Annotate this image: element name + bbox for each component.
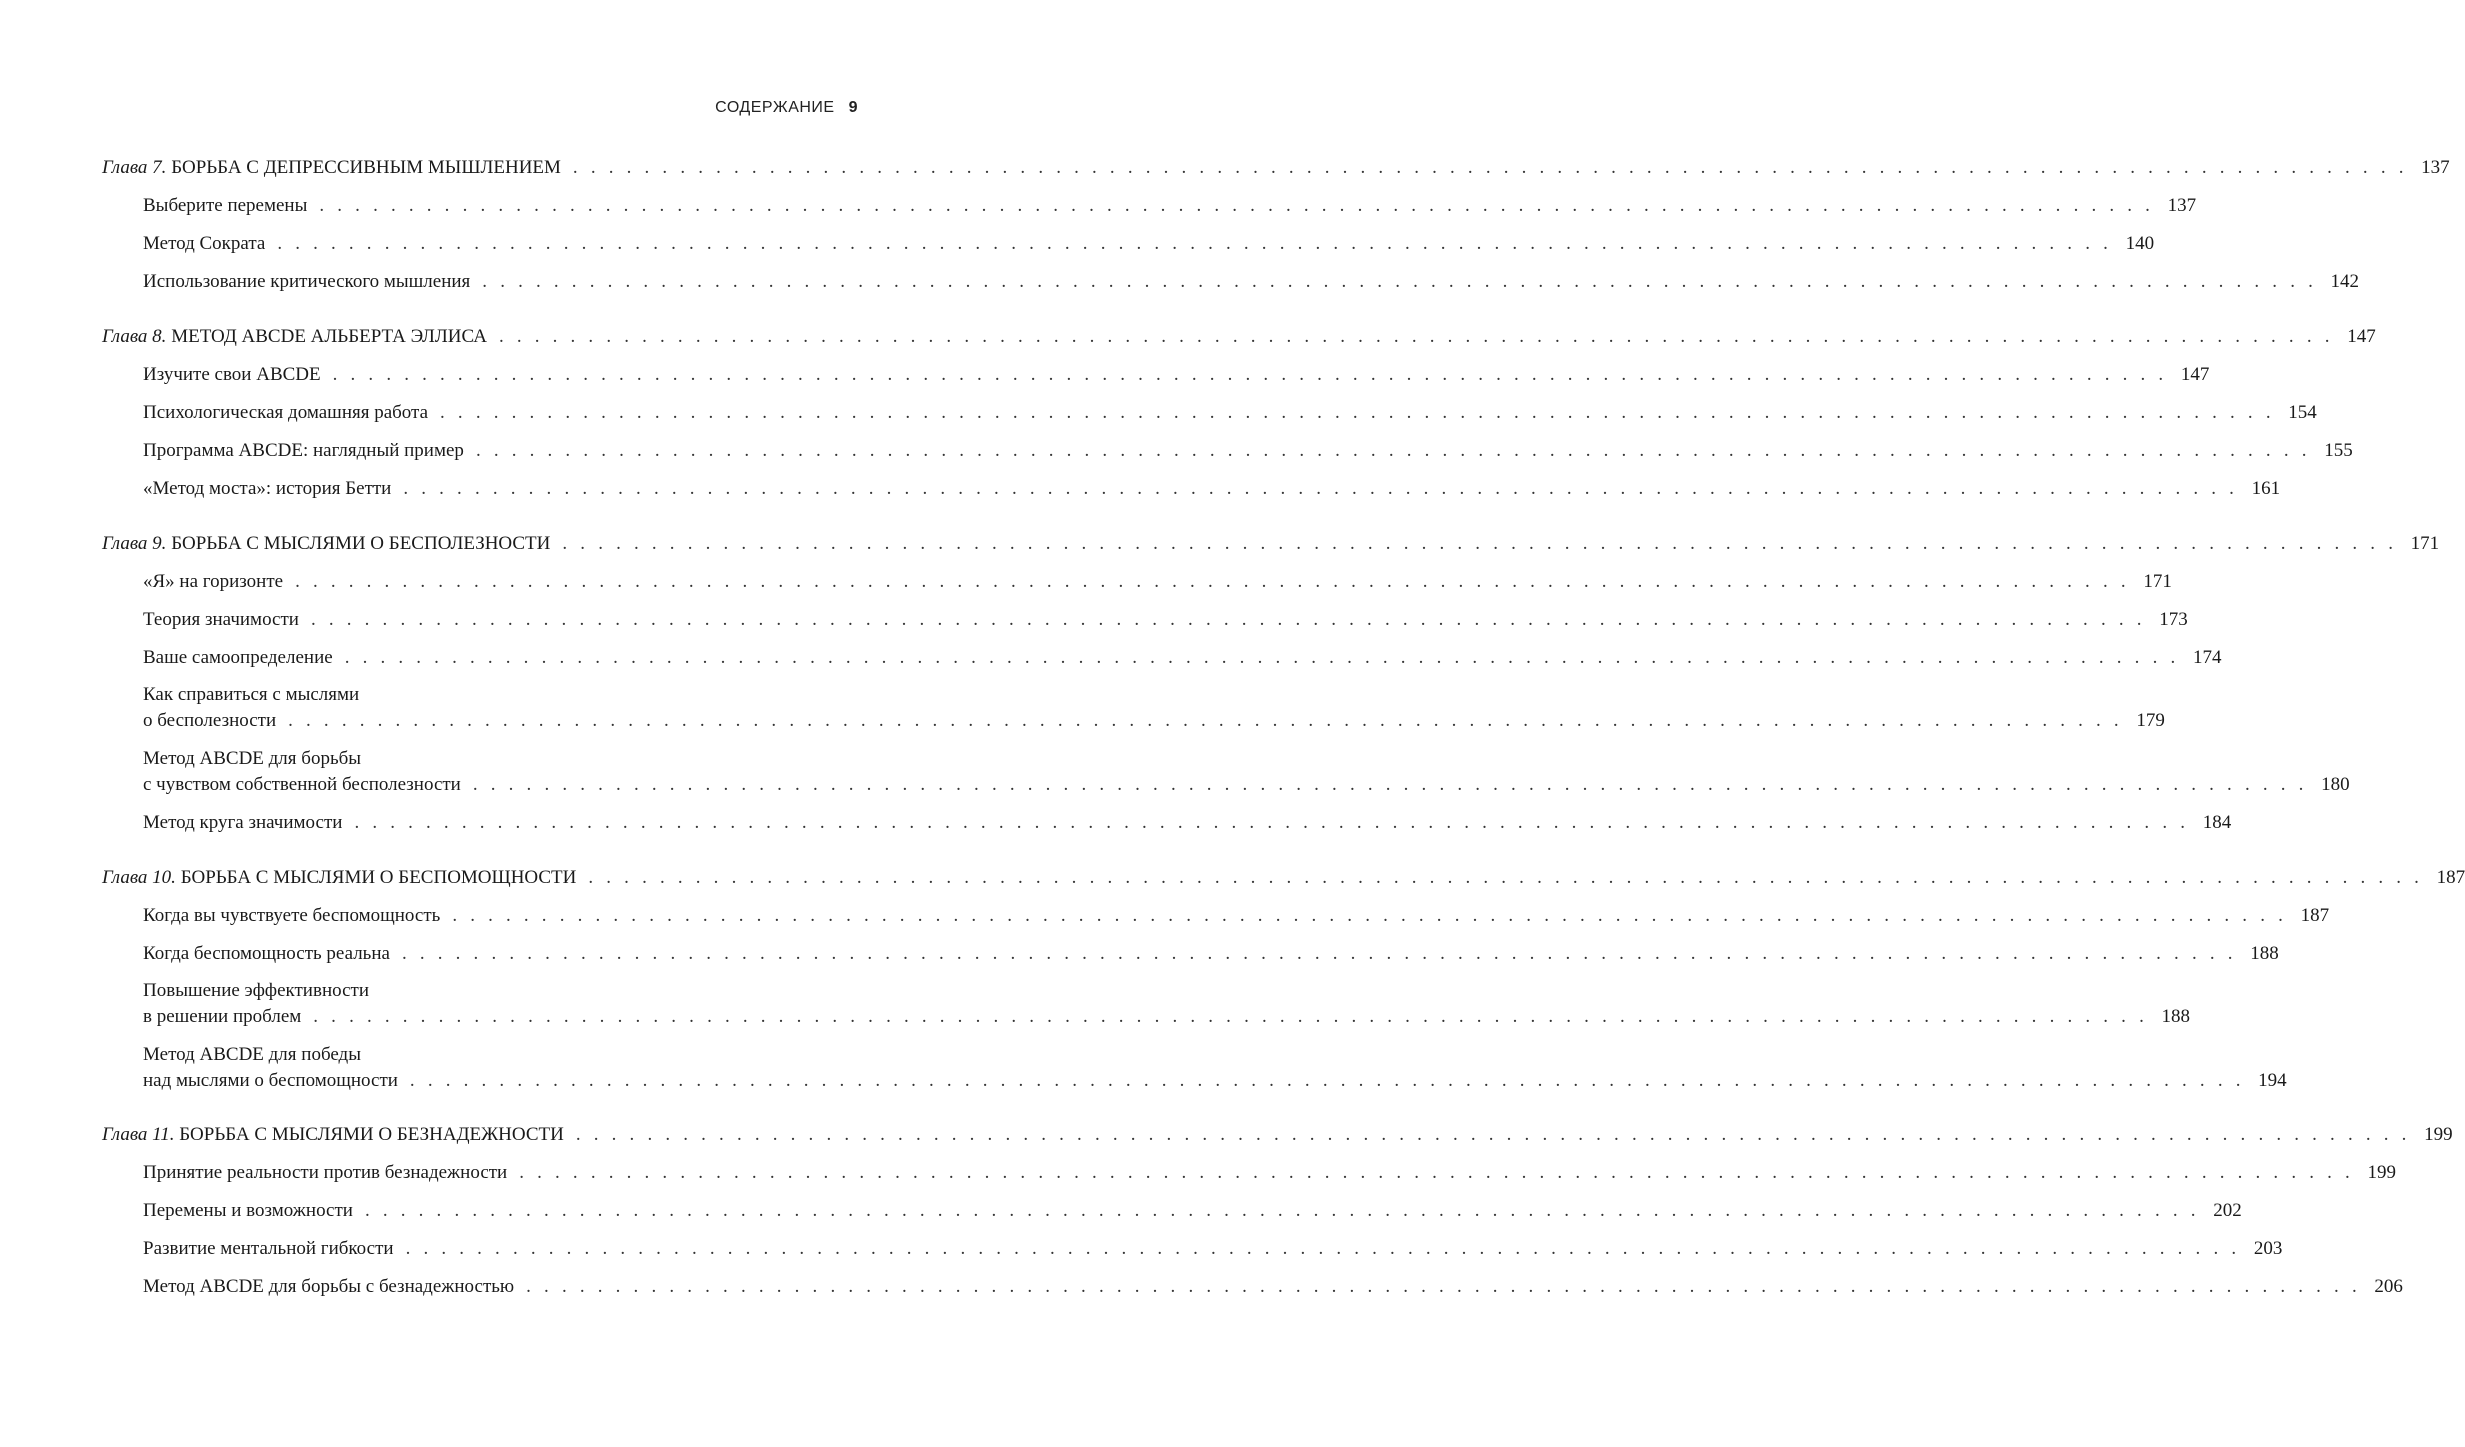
toc-entry-title: Ваше самоопределение — [143, 647, 333, 668]
toc-page-number: 174 — [2192, 647, 2222, 668]
toc-entry-title — [102, 324, 487, 350]
toc-section-entry[interactable] — [102, 1160, 2396, 1186]
dot-leader: . . . . . . . . . . . . . . . . . . . . . . . . . . . . . . . . . . . . . . . . . . . . . . . . . . . . . . . . . . . . . . . . . . . . . . . . . . . . . . . . . . . . . . . . . . . . . . . . . . . . . . . — [295, 571, 2130, 592]
dot-leader: . . . . . . . . . . . . . . . . . . . . . . . . . . . . . . . . . . . . . . . . . . . . . . . . . . . . . . . . . . . . . . . . . . . . . . . . . . . . . . . . . . . . . . . . . . . . . . . . . . . . . . . — [472, 774, 2308, 795]
toc-chapter-entry[interactable] — [102, 865, 2465, 891]
toc-entry-title: «Я» на горизонте — [143, 571, 284, 592]
toc-section-entry[interactable] — [102, 476, 2281, 502]
toc-page-number: 188 — [2161, 1006, 2191, 1027]
toc-page-number: 179 — [2136, 710, 2165, 731]
toc-entry-line — [102, 941, 2279, 967]
toc-entry-title-line1: Как справиться с мыслями — [143, 684, 360, 705]
toc-page-number: 199 — [2424, 1124, 2453, 1145]
toc-entry-title: Перемены и возможности — [143, 1200, 353, 1221]
toc-section-entry[interactable] — [102, 607, 2188, 633]
dot-leader: . . . . . . . . . . . . . . . . . . . . . . . . . . . . . . . . . . . . . . . . . . . . . . . . . . . . . . . . . . . . . . . . . . . . . . . . . . . . . . . . . . . . . . . . . . . . . . . . . . . . . . . — [575, 1124, 2411, 1145]
toc-entry-title: Изучите свои ABCDE — [143, 364, 321, 385]
chapter-number: Глава 7. — [102, 157, 167, 178]
dot-leader: . . . . . . . . . . . . . . . . . . . . . . . . . . . . . . . . . . . . . . . . . . . . . . . . . . . . . . . . . . . . . . . . . . . . . . . . . . . . . . . . . . . . . . . . . . . . . . . . . . . . . . . — [288, 710, 2123, 731]
toc-section-entry[interactable] — [102, 438, 2353, 464]
dot-leader: . . . . . . . . . . . . . . . . . . . . . . . . . . . . . . . . . . . . . . . . . . . . . . . . . . . . . . . . . . . . . . . . . . . . . . . . . . . . . . . . . . . . . . . . . . . . . . . . . . . . . . . — [482, 271, 2318, 292]
dot-leader: . . . . . . . . . . . . . . . . . . . . . . . . . . . . . . . . . . . . . . . . . . . . . . . . . . . . . . . . . . . . . . . . . . . . . . . . . . . . . . . . . . . . . . . . . . . . . . . . . . . . . . . — [498, 326, 2334, 347]
toc-page-number: 137 — [2167, 195, 2197, 216]
toc-section-entry[interactable] — [102, 569, 2172, 595]
dot-leader: . . . . . . . . . . . . . . . . . . . . . . . . . . . . . . . . . . . . . . . . . . . . . . . . . . . . . . . . . . . . . . . . . . . . . . . . . . . . . . . . . . . . . . . . . . . . . . . . . . . . . . . — [354, 812, 2190, 833]
toc-entry-title: над мыслями о беспомощности — [143, 1070, 398, 1091]
toc-entry-title: Когда беспомощность реальна — [143, 943, 390, 964]
toc-entry-line — [102, 1004, 2191, 1030]
toc-entry-line — [102, 269, 2360, 295]
toc-page-number: 154 — [2288, 402, 2317, 423]
toc-entry-line — [102, 324, 2376, 350]
toc-entry-title-line1: Метод ABCDE для победы — [143, 1044, 361, 1065]
chapter-number: Глава 8. — [102, 326, 167, 347]
toc-entry-title: в решении проблем — [143, 1006, 302, 1027]
toc-page-number: 137 — [2421, 157, 2450, 178]
toc-entry-line — [102, 155, 2450, 181]
toc-entry-line — [102, 1160, 2396, 1186]
toc-entry-line — [102, 569, 2172, 595]
toc-section-entry[interactable] — [102, 903, 2330, 929]
page-number: 9 — [848, 99, 858, 116]
dot-leader: . . . . . . . . . . . . . . . . . . . . . . . . . . . . . . . . . . . . . . . . . . . . . . . . . . . . . . . . . . . . . . . . . . . . . . . . . . . . . . . . . . . . . . . . . . . . . . . . . . . . . . . — [364, 1200, 2200, 1221]
running-head — [715, 96, 858, 120]
dot-leader: . . . . . . . . . . . . . . . . . . . . . . . . . . . . . . . . . . . . . . . . . . . . . . . . . . . . . . . . . . . . . . . . . . . . . . . . . . . . . . . . . . . . . . . . . . . . . . . . . . . . . . . — [405, 1238, 2241, 1259]
toc-entry-line — [102, 1122, 2453, 1148]
toc-entry-line — [102, 231, 2155, 257]
toc-section-entry[interactable] — [102, 746, 2350, 798]
dot-leader: . . . . . . . . . . . . . . . . . . . . . . . . . . . . . . . . . . . . . . . . . . . . . . . . . . . . . . . . . . . . . . . . . . . . . . . . . . . . . . . . . . . . . . . . . . . . . . . . . . . . . . . — [313, 1006, 2149, 1027]
dot-leader: . . . . . . . . . . . . . . . . . . . . . . . . . . . . . . . . . . . . . . . . . . . . . . . . . . . . . . . . . . . . . . . . . . . . . . . . . . . . . . . . . . . . . . . . . . . . . . . . . . . . . . . — [403, 478, 2239, 499]
toc-page-number: 171 — [2410, 533, 2440, 554]
toc-page-number: 155 — [2324, 440, 2353, 461]
toc-chapter-entry[interactable] — [102, 1122, 2453, 1148]
toc-section-entry[interactable] — [102, 231, 2155, 257]
dot-leader: . . . . . . . . . . . . . . . . . . . . . . . . . . . . . . . . . . . . . . . . . . . . . . . . . . . . . . . . . . . . . . . . . . . . . . . . . . . . . . . . . . . . . . . . . . . . . . . . . . . . . . . — [332, 364, 2168, 385]
toc-entry-title: Метод ABCDE для борьбы с безнадежностью — [143, 1276, 515, 1297]
toc-section-entry[interactable] — [102, 682, 2165, 734]
toc-page-number: 147 — [2180, 364, 2210, 385]
dot-leader: . . . . . . . . . . . . . . . . . . . . . . . . . . . . . . . . . . . . . . . . . . . . . . . . . . . . . . . . . . . . . . . . . . . . . . . . . . . . . . . . . . . . . . . . . . . . . . . . . . . . . . . — [452, 905, 2288, 926]
toc-entry-title-line1: Метод ABCDE для борьбы — [143, 748, 362, 769]
toc-entry-title: с чувством собственной бесполезности — [143, 774, 461, 795]
toc-entry-line — [102, 708, 2165, 734]
toc-entry-title: Выберите перемены — [143, 195, 308, 216]
toc-entry-line — [102, 1274, 2403, 1300]
toc-entry-line — [102, 865, 2465, 891]
toc-entry-line — [102, 607, 2188, 633]
toc-page-number: 203 — [2253, 1238, 2283, 1259]
toc-entry-title: Использование критического мышления — [143, 271, 471, 292]
toc-entry-title: Когда вы чувствуете беспомощность — [143, 905, 441, 926]
chapter-title: БОРЬБА С ДЕПРЕССИВНЫМ МЫШЛЕНИЕМ — [171, 157, 561, 178]
toc-page-number: 147 — [2347, 326, 2376, 347]
toc-entry-title — [102, 1122, 564, 1148]
toc-entry-title: Метод Сократа — [143, 233, 266, 254]
toc-entry-line — [102, 645, 2222, 671]
toc-section-entry[interactable] — [102, 1198, 2242, 1224]
toc-entry-line — [102, 772, 2350, 798]
toc-chapter-entry[interactable] — [102, 155, 2450, 181]
toc-entry-title: Развитие ментальной гибкости — [143, 1238, 394, 1259]
dot-leader: . . . . . . . . . . . . . . . . . . . . . . . . . . . . . . . . . . . . . . . . . . . . . . . . . . . . . . . . . . . . . . . . . . . . . . . . . . . . . . . . . . . . . . . . . . . . . . . . . . . . . . . — [344, 647, 2180, 668]
dot-leader: . . . . . . . . . . . . . . . . . . . . . . . . . . . . . . . . . . . . . . . . . . . . . . . . . . . . . . . . . . . . . . . . . . . . . . . . . . . . . . . . . . . . . . . . . . . . . . . . . . . . . . . — [440, 402, 2275, 423]
chapter-title: БОРЬБА С МЫСЛЯМИ О БЕСПОЛЕЗНОСТИ — [171, 533, 551, 554]
dot-leader: . . . . . . . . . . . . . . . . . . . . . . . . . . . . . . . . . . . . . . . . . . . . . . . . . . . . . . . . . . . . . . . . . . . . . . . . . . . . . . . . . . . . . . . . . . . . . . . . . . . . . . . — [409, 1070, 2245, 1091]
toc-entry-line — [102, 903, 2330, 929]
toc-section-entry[interactable] — [102, 362, 2210, 388]
toc-section-entry[interactable] — [102, 269, 2360, 295]
toc-entry-line — [102, 193, 2197, 219]
toc-entry-line — [102, 531, 2440, 557]
toc-page-number: 202 — [2213, 1200, 2242, 1221]
toc-entry-line — [102, 810, 2232, 836]
toc-section-entry[interactable] — [102, 978, 2191, 1030]
toc-entry-title: Принятие реальности против безнадежности — [143, 1162, 508, 1183]
toc-section-entry[interactable] — [102, 941, 2279, 967]
toc-chapter-entry[interactable] — [102, 531, 2440, 557]
toc-page-number: 184 — [2202, 812, 2232, 833]
dot-leader: . . . . . . . . . . . . . . . . . . . . . . . . . . . . . . . . . . . . . . . . . . . . . . . . . . . . . . . . . . . . . . . . . . . . . . . . . . . . . . . . . . . . . . . . . . . . . . . . . . . . . . . — [526, 1276, 2361, 1297]
toc-entry-title: Теория значимости — [143, 609, 299, 630]
toc-page-number: 161 — [2251, 478, 2281, 499]
toc-page-number: 171 — [2143, 571, 2172, 592]
chapter-number: Глава 9. — [102, 533, 167, 554]
dot-leader: . . . . . . . . . . . . . . . . . . . . . . . . . . . . . . . . . . . . . . . . . . . . . . . . . . . . . . . . . . . . . . . . . . . . . . . . . . . . . . . . . . . . . . . . . . . . . . . . . . . . . . . — [588, 867, 2424, 888]
toc-section-entry[interactable] — [102, 193, 2197, 219]
toc-section-entry[interactable] — [102, 645, 2222, 671]
chapter-number: Глава 11. — [102, 1124, 175, 1145]
toc-chapter-entry[interactable] — [102, 324, 2376, 350]
toc-page-number: 187 — [2300, 905, 2330, 926]
chapter-title: БОРЬБА С МЫСЛЯМИ О БЕЗНАДЕЖНОСТИ — [179, 1124, 564, 1145]
dot-leader: . . . . . . . . . . . . . . . . . . . . . . . . . . . . . . . . . . . . . . . . . . . . . . . . . . . . . . . . . . . . . . . . . . . . . . . . . . . . . . . . . . . . . . . . . . . . . . . . . . . . . . . — [572, 157, 2408, 178]
chapter-number: Глава 10. — [102, 867, 176, 888]
toc-entry-line — [102, 1236, 2283, 1262]
dot-leader: . . . . . . . . . . . . . . . . . . . . . . . . . . . . . . . . . . . . . . . . . . . . . . . . . . . . . . . . . . . . . . . . . . . . . . . . . . . . . . . . . . . . . . . . . . . . . . . . . . . . . . . — [319, 195, 2155, 216]
toc-entry-title-line1: Повышение эффективности — [143, 980, 369, 1001]
toc-entry-line — [102, 362, 2210, 388]
toc-page-number: 187 — [2436, 867, 2465, 888]
toc-entry-title: «Метод моста»: история Бетти — [143, 478, 392, 499]
toc-page-number: 188 — [2250, 943, 2279, 964]
toc-entry-line — [102, 1068, 2287, 1094]
toc-page-number: 206 — [2374, 1276, 2403, 1297]
toc-entry-line — [102, 438, 2353, 464]
toc-page-number: 180 — [2321, 774, 2350, 795]
toc-entry-line — [102, 400, 2317, 426]
toc-entry-title: о бесполезности — [143, 710, 277, 731]
dot-leader: . . . . . . . . . . . . . . . . . . . . . . . . . . . . . . . . . . . . . . . . . . . . . . . . . . . . . . . . . . . . . . . . . . . . . . . . . . . . . . . . . . . . . . . . . . . . . . . . . . . . . . . — [401, 943, 2237, 964]
toc-page-number: 173 — [2159, 609, 2188, 630]
chapter-title: МЕТОД ABCDE АЛЬБЕРТА ЭЛЛИСА — [171, 326, 487, 347]
dot-leader: . . . . . . . . . . . . . . . . . . . . . . . . . . . . . . . . . . . . . . . . . . . . . . . . . . . . . . . . . . . . . . . . . . . . . . . . . . . . . . . . . . . . . . . . . . . . . . . . . . . . . . . — [562, 533, 2398, 554]
toc-section-entry[interactable] — [102, 810, 2232, 836]
toc-entry-title: Программа ABCDE: наглядный пример — [143, 440, 464, 461]
running-head-title: СОДЕРЖАНИЕ — [715, 99, 835, 116]
toc-entry-title: Психологическая домашняя работа — [143, 402, 429, 423]
dot-leader: . . . . . . . . . . . . . . . . . . . . . . . . . . . . . . . . . . . . . . . . . . . . . . . . . . . . . . . . . . . . . . . . . . . . . . . . . . . . . . . . . . . . . . . . . . . . . . . . . . . . . . . — [519, 1162, 2354, 1183]
toc-entry-title — [102, 531, 550, 557]
dot-leader: . . . . . . . . . . . . . . . . . . . . . . . . . . . . . . . . . . . . . . . . . . . . . . . . . . . . . . . . . . . . . . . . . . . . . . . . . . . . . . . . . . . . . . . . . . . . . . . . . . . . . . . — [310, 609, 2146, 630]
toc-entry-title — [102, 155, 561, 181]
toc-page-number: 140 — [2125, 233, 2155, 254]
chapter-title: БОРЬБА С МЫСЛЯМИ О БЕСПОМОЩНОСТИ — [180, 867, 577, 888]
toc-entry-line — [102, 476, 2281, 502]
toc-page-number: 194 — [2258, 1070, 2287, 1091]
toc-section-entry[interactable] — [102, 400, 2317, 426]
toc-entry-title — [102, 865, 576, 891]
toc-page-number: 142 — [2330, 271, 2360, 292]
toc-page-number: 199 — [2367, 1162, 2396, 1183]
dot-leader: . . . . . . . . . . . . . . . . . . . . . . . . . . . . . . . . . . . . . . . . . . . . . . . . . . . . . . . . . . . . . . . . . . . . . . . . . . . . . . . . . . . . . . . . . . . . . . . . . . . . . . . — [475, 440, 2311, 461]
toc-entry-line — [102, 1198, 2242, 1224]
toc-section-entry[interactable] — [102, 1236, 2283, 1262]
toc-entry-title: Метод круга значимости — [143, 812, 343, 833]
dot-leader: . . . . . . . . . . . . . . . . . . . . . . . . . . . . . . . . . . . . . . . . . . . . . . . . . . . . . . . . . . . . . . . . . . . . . . . . . . . . . . . . . . . . . . . . . . . . . . . . . . . . . . . — [277, 233, 2113, 254]
toc-section-entry[interactable] — [102, 1042, 2287, 1094]
toc-section-entry[interactable] — [102, 1274, 2403, 1300]
